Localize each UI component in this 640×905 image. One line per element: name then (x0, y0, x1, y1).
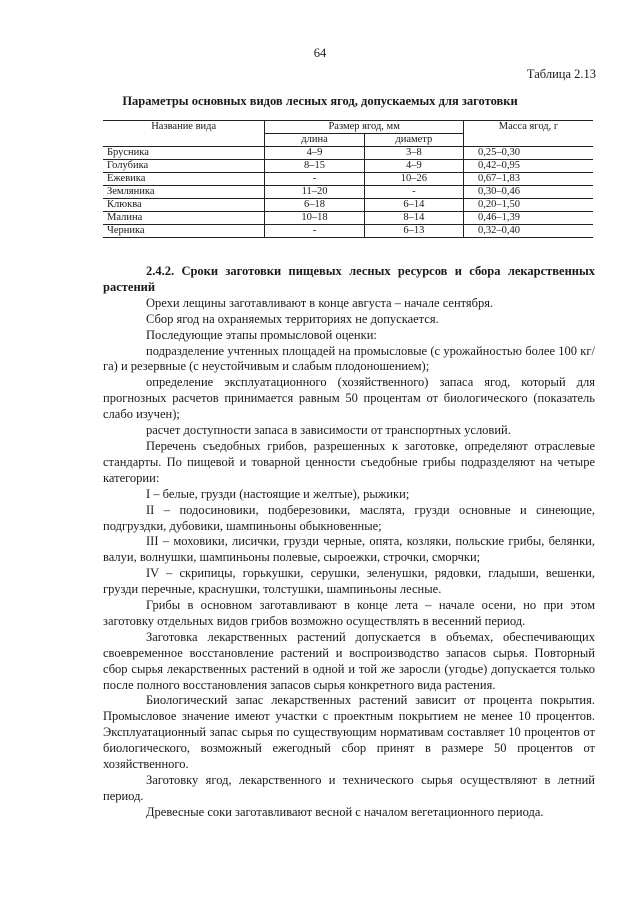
page-number: 64 (313, 46, 327, 60)
length-cell: 8–15 (265, 160, 364, 173)
paragraph: Орехи лещины заготавливают в конце августа – начале сентября. (146, 295, 494, 310)
length-cell: 6–18 (265, 199, 364, 212)
diameter-cell: 3–8 (364, 147, 463, 160)
paragraph: Заготовка лекарственных растений допускается в объемах, обеспечивающих своевременное восстановление растений и воспроизводство запасов сырья. Повторный сбор сырья лекарственных растений в одной и той же заросли (угодье) допускается только после полного восстановления запасов сырья конкретного вида растения. (103, 629, 595, 692)
diameter-cell: 6–14 (364, 199, 463, 212)
berries-table (103, 120, 593, 238)
mass-cell: 0,20–1,50 (463, 199, 593, 212)
table-title: Параметры основных видов лесных ягод, допускаемых для заготовки (122, 94, 518, 108)
paragraph: I – белые, грузди (настоящие и желтые), рыжики; (146, 486, 410, 501)
species-cell: Черника (103, 225, 265, 238)
paragraph: IV – скрипицы, горькушки, серушки, зеленушки, рядовки, гладыши, вешенки, грузди перечные, краснушки, толстушки, шампиньоны лесные. (103, 566, 595, 597)
paragraph: определение эксплуатационного (хозяйственного) запаса ягод, который для прогнозных расчетов принимается равным 50 процентам от биологического (показатель слабо изучен); (103, 375, 595, 422)
mass-cell: 0,42–0,95 (463, 160, 593, 173)
species-cell: Голубика (103, 160, 265, 173)
mass-cell: 0,25–0,30 (463, 147, 593, 160)
length-cell: - (265, 225, 364, 238)
header-berry-mass: Масса ягод, г (463, 121, 593, 147)
diameter-cell: 10–26 (364, 173, 463, 186)
diameter-cell: 6–13 (364, 225, 463, 238)
species-cell: Земляника (103, 186, 265, 199)
table-header-row (103, 121, 593, 134)
paragraph: Биологический запас лекарственных растений зависит от процента покрытия. Промысловое значение имеют участки с проектным покрытием не менее 10 процентов. Эксплуатационный запас сырья по существующим нормативам составляет 10 процентов от биологического, возможный ежегодный сбор принят в размере 50 процентов от хозяйственного. (103, 693, 595, 772)
species-cell: Малина (103, 212, 265, 225)
paragraph: Древесные соки заготавливают весной с началом вегетационного периода. (146, 804, 544, 819)
paragraph: II – подосиновики, подберезовики, маслята, грузди основные и синеющие, подгруздки, дубовики, шампиньоны обыкновенные; (103, 502, 595, 533)
length-cell: - (265, 173, 364, 186)
paragraph: Грибы в основном заготавливают в конце лета – начале осени, но при этом заготовку отдельных видов грибов возможно осуществлять в весенний период. (103, 598, 595, 628)
diameter-cell: - (364, 186, 463, 199)
table-row (103, 186, 593, 199)
paragraph: Последующие этапы промысловой оценки: (146, 327, 377, 342)
length-cell: 4–9 (265, 147, 364, 160)
header-length: длина (265, 134, 364, 147)
paragraph: Заготовку ягод, лекарственного и технического сырья осуществляют в летний период. (103, 773, 595, 803)
header-berry-size: Размер ягод, мм (265, 121, 464, 134)
table-label: Таблица 2.13 (526, 67, 596, 81)
paragraph: Перечень съедобных грибов, разрешенных к заготовке, определяют отраслевые стандарты. По пищевой и товарной ценности съедобные грибы подразделяют на четыре категории: (103, 438, 595, 485)
length-cell: 10–18 (265, 212, 364, 225)
diameter-cell: 8–14 (364, 212, 463, 225)
mass-cell: 0,32–0,40 (463, 225, 593, 238)
mass-cell: 0,46–1,39 (463, 212, 593, 225)
table-row (103, 160, 593, 173)
body-text (103, 264, 595, 821)
length-cell: 11–20 (265, 186, 364, 199)
species-cell: Клюква (103, 199, 265, 212)
table-row (103, 173, 593, 186)
table-row (103, 199, 593, 212)
table-row (103, 147, 593, 160)
mass-cell: 0,30–0,46 (463, 186, 593, 199)
header-diameter: диаметр (364, 134, 463, 147)
paragraph: III – моховики, лисички, грузди черные, опята, козляки, польские грибы, белянки, валуи, волнушки, шампиньоны полевые, сыроежки, строчки, сморчки; (103, 534, 595, 565)
paragraph: Сбор ягод на охраняемых территориях не допускается. (146, 311, 439, 326)
table-row (103, 212, 593, 225)
table-row (103, 225, 593, 238)
mass-cell: 0,67–1,83 (463, 173, 593, 186)
species-cell: Ежевика (103, 173, 265, 186)
diameter-cell: 4–9 (364, 160, 463, 173)
paragraph: подразделение учтенных площадей на промысловые (с урожайностью более 100 кг/га) и резервные (с неустойчивым и слабым плодоношением); (103, 343, 595, 374)
header-species-name: Название вида (103, 121, 265, 147)
section-heading: 2.4.2. Сроки заготовки пищевых лесных ресурсов и сбора лекарственных растений (103, 264, 595, 294)
paragraph: расчет доступности запаса в зависимости от транспортных условий. (146, 423, 511, 438)
species-cell: Брусника (103, 147, 265, 160)
